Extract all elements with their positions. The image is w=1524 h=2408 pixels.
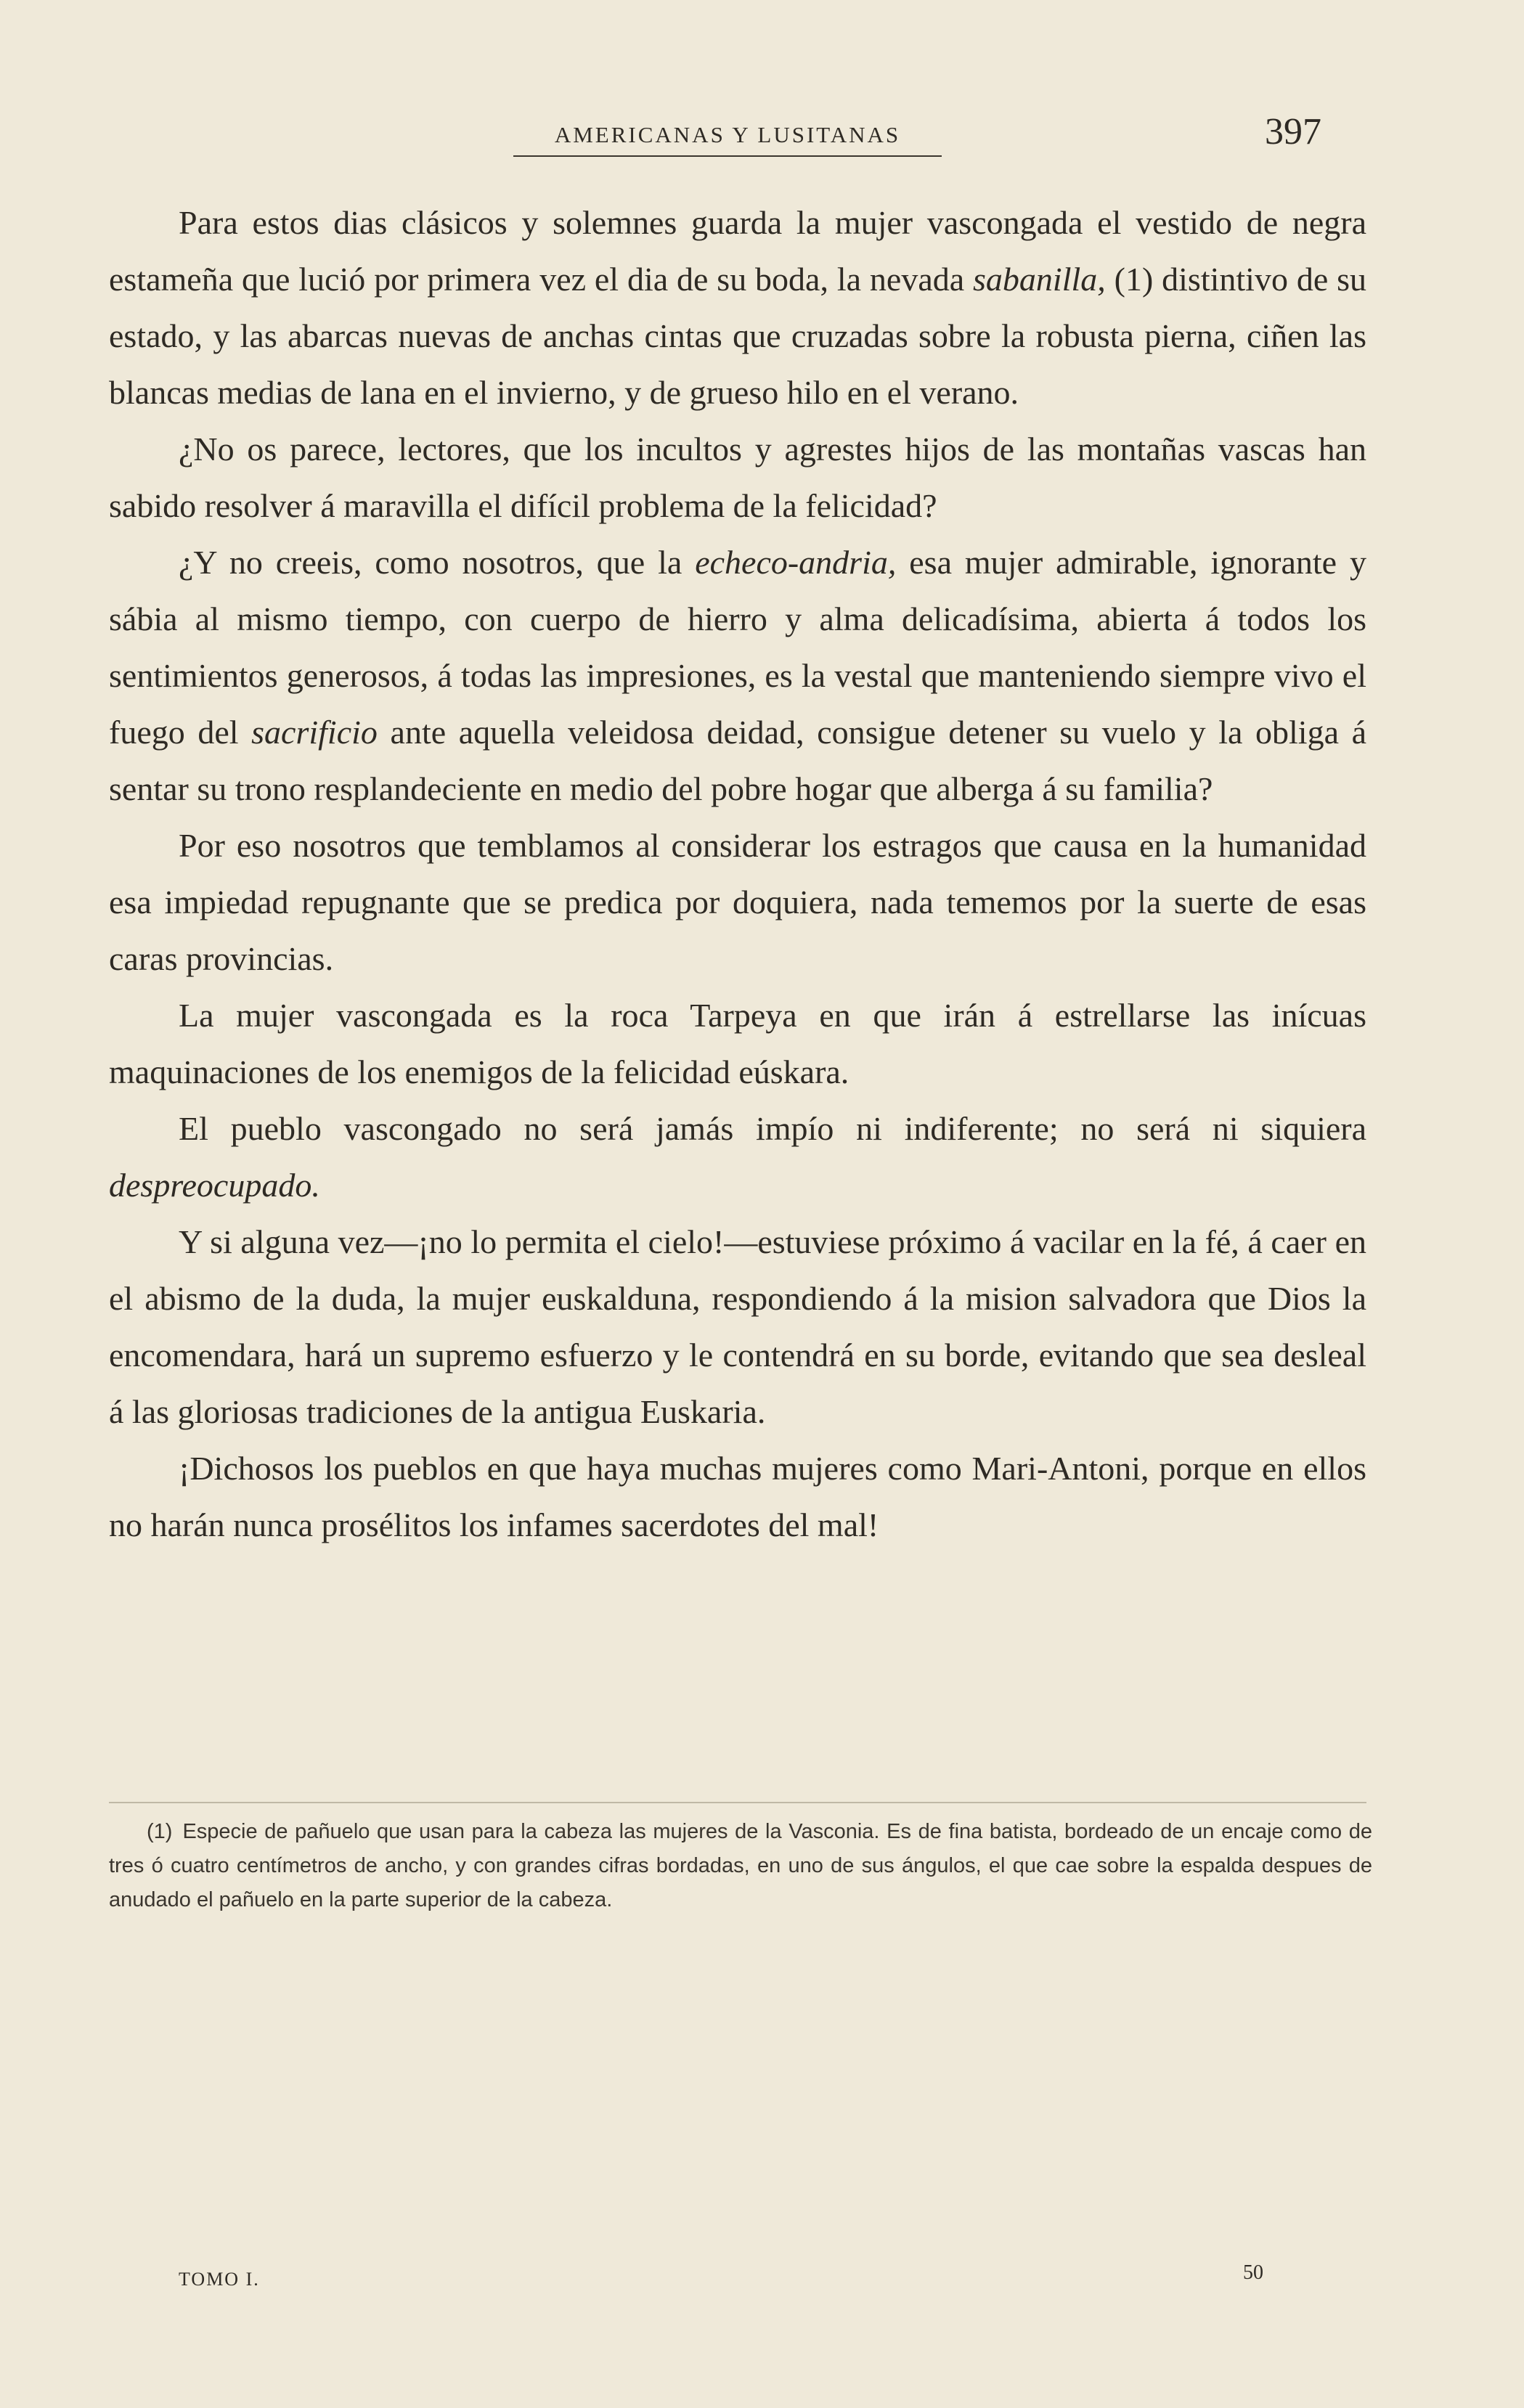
paragraph-4: Por eso nosotros que temblamos al considerar los estragos que causa en la humanidad esa impiedad repugnante que se predica por doquiera, nada tememos por la suerte de esas caras provincias. [109,827,1366,977]
italic-term-sacrificio: sacrificio [251,714,378,751]
paragraph-2: ¿No os parece, lectores, que los incultos y agrestes hijos de las montañas vascas han sabido resolver á maravilla el difícil problema de la felicidad? [109,430,1366,524]
volume-label: TOMO I. [179,2269,260,2290]
paragraph-8: ¡Dichosos los pueblos en que haya muchas mujeres como Mari-Antoni, porque en ellos no harán nunca prosélitos los infames sacerdotes del mal! [109,1450,1366,1543]
italic-term-echeco-andria: echeco-andria, [695,544,897,581]
italic-term-despreocupado: despreocupado. [109,1167,320,1204]
italic-term-sabanilla: sabanilla, [973,261,1106,298]
paragraph-3-text-b: esa mujer admirable, ignorante y sábia al mismo tiempo, con cuerpo de hierro y alma delicadísima, abierta á todos los sentimientos generosos, á todas las impresiones, es la vestal que manteniendo siempre vivo el fuego del [109,544,1366,751]
paragraph-3-text-a: ¿Y no creeis, como nosotros, que la [179,544,696,581]
footnote-divider [109,1802,1366,1803]
paragraph-1-text-a: Para estos dias clásicos y solemnes guarda la mujer vascongada el vestido de negra estameña que lució por primera vez el dia de su boda, la nevada [109,204,1366,298]
paragraph-1-text-b: (1) distintivo de su estado, y las abarcas nuevas de anchas cintas que cruzadas sobre la robusta pierna, ciñen las blancas medias de lana en el invierno, y de grueso hilo en el verano. [109,261,1366,411]
paragraph-7: Y si alguna vez—¡no lo permita el cielo!—estuviese próximo á vacilar en la fé, á caer en el abismo de la duda, la mujer euskalduna, respondiendo á la mision salvadora que Dios la encomendara, hará un supremo esfuerzo y le contendrá en su borde, evitando que sea desleal á las gloriosas tradiciones de la antigua Euskaria. [109,1223,1366,1430]
footnote [109,1815,1372,1917]
signature-mark: 50 [1243,2261,1263,2284]
paragraph-6-text-a: El pueblo vascongado no será jamás impío ni indiferente; no será ni siquiera [179,1110,1366,1147]
paragraph-6 [109,1101,1366,1214]
body-text [109,195,1366,1554]
paragraph-3-text-c: ante aquella veleidosa deidad, consigue detener su vuelo y la obliga á sentar su trono resplandeciente en medio del pobre hogar que alberga á su familia? [109,714,1367,807]
paragraph-1 [109,195,1366,421]
footnote-text: Especie de pañuelo que usan para la cabeza las mujeres de la Vasconia. Es de fina batista, bordeado de un encaje como de tres ó cuatro centímetros de ancho, y con grandes cifras bordadas, en uno de sus ángulos, el que cae sobre la espalda despues de anudado el pañuelo en la parte superior de la cabeza. [109,1820,1372,1911]
footnote-marker: (1) [147,1820,173,1843]
paragraph-3 [109,534,1366,817]
page-number: 397 [1265,111,1321,152]
paragraph-5: La mujer vascongada es la roca Tarpeya en que irán á estrellarse las inícuas maquinaciones de los enemigos de la felicidad eúskara. [109,997,1366,1090]
running-title: AMERICANAS Y LUSITANAS [513,122,942,157]
